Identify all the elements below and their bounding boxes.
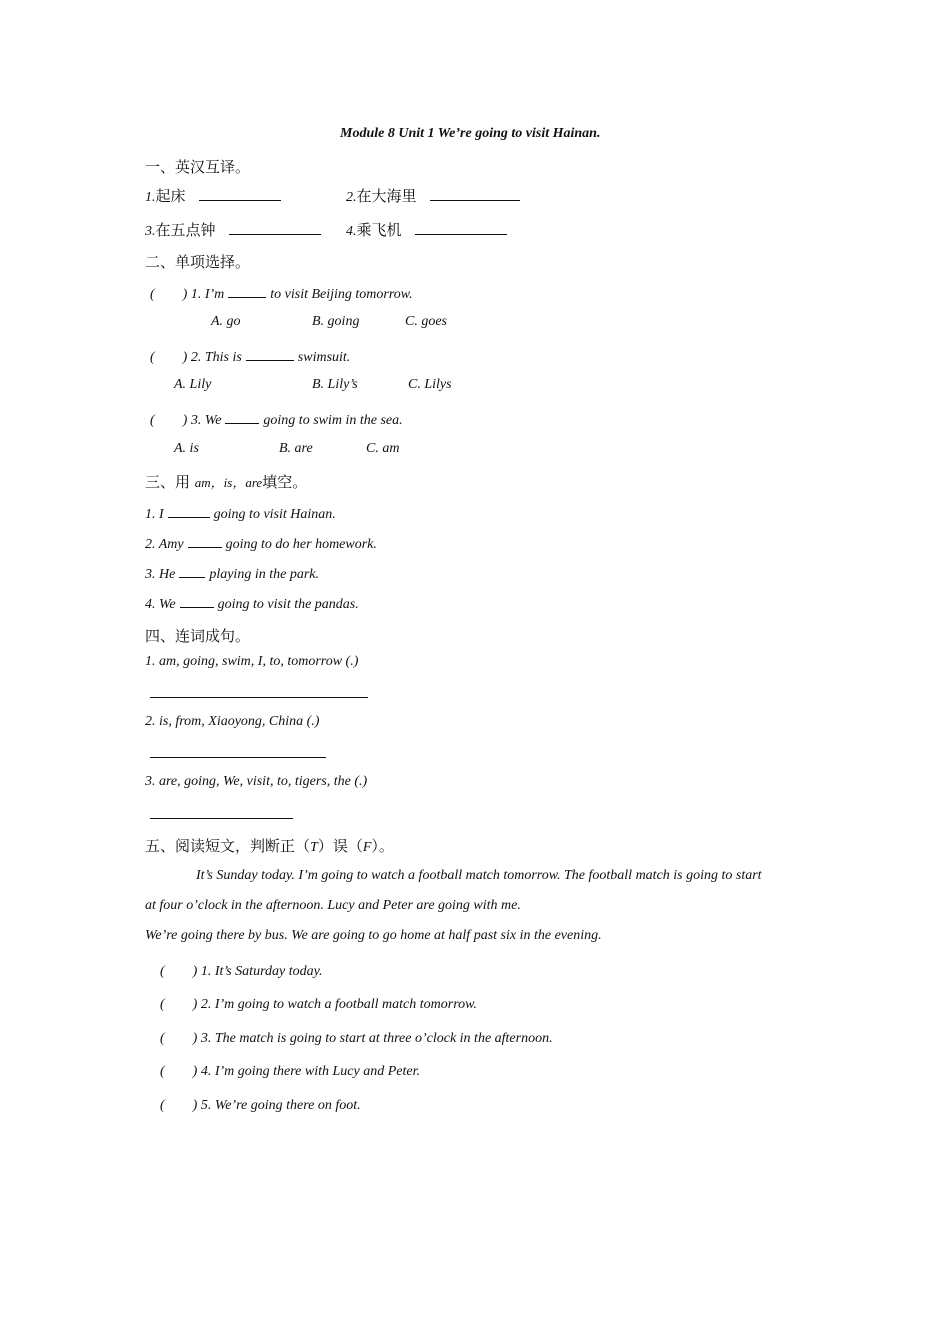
answer-blank[interactable] xyxy=(430,188,520,201)
fill-item-1: 1. I going to visit Hainan. xyxy=(145,507,336,522)
section-2-heading: 二、单项选择。 xyxy=(145,253,251,271)
judge-item-1: ( ) 1. It’s Saturday today. xyxy=(160,964,323,979)
option-a: A. Lily xyxy=(174,377,212,392)
page-title: Module 8 Unit 1 We’re going to visit Hainan. xyxy=(340,126,601,141)
question-text: 3. We xyxy=(190,413,222,428)
passage-line-3: We’re going there by bus. We are going to go home at half past six in the evening. xyxy=(145,928,602,943)
item-number: 2. xyxy=(346,190,357,205)
answer-paren[interactable]: ( ) xyxy=(150,350,188,365)
answer-blank[interactable] xyxy=(225,411,259,424)
translate-item-3 xyxy=(145,219,321,240)
answer-paren[interactable]: ( ) xyxy=(160,964,198,979)
item-number: 1. xyxy=(145,190,156,205)
fill-item-3: 3. He playing in the park. xyxy=(145,567,319,582)
word-order-item-2: 2. is, from, Xiaoyong, China (.) xyxy=(145,714,320,729)
judge-item-3: ( ) 3. The match is going to start at three o’clock in the afternoon. xyxy=(160,1031,553,1046)
option-a: A. go xyxy=(211,314,241,329)
fill-item-2: 2. Amy going to do her homework. xyxy=(145,537,377,552)
section-1-heading: 一、英汉互译。 xyxy=(145,158,251,176)
item-number: 4. xyxy=(346,224,357,239)
judge-item-2: ( ) 2. I’m going to watch a football match tomorrow. xyxy=(160,997,477,1012)
question-text: to visit Beijing tomorrow. xyxy=(270,287,413,302)
question-text: 2. This is xyxy=(190,350,242,365)
answer-blank[interactable] xyxy=(188,535,222,548)
option-c: C. am xyxy=(366,441,400,456)
section-3-heading: 三、用 am，is，are填空。 xyxy=(145,473,308,491)
item-text: 在五点钟 xyxy=(155,221,216,239)
passage-line-1: It’s Sunday today. I’m going to watch a football match tomorrow. The football match is going to start xyxy=(196,868,762,883)
question-text: going to swim in the sea. xyxy=(263,413,403,428)
answer-paren[interactable]: ( ) xyxy=(150,287,188,302)
option-c: C. Lilys xyxy=(408,377,452,392)
answer-blank[interactable] xyxy=(168,505,210,518)
fill-item-4: 4. We going to visit the pandas. xyxy=(145,597,359,612)
judge-item-5: ( ) 5. We’re going there on foot. xyxy=(160,1098,361,1113)
answer-blank[interactable] xyxy=(199,188,281,201)
option-b: B. are xyxy=(279,441,313,456)
answer-blank[interactable] xyxy=(228,285,266,298)
answer-paren[interactable]: ( ) xyxy=(160,1064,198,1079)
item-text: 在大海里 xyxy=(356,187,417,205)
answer-paren[interactable]: ( ) xyxy=(160,1098,198,1113)
option-b: B. Lily’s xyxy=(312,377,358,392)
answer-paren[interactable]: ( ) xyxy=(160,1031,198,1046)
section-4-heading: 四、连词成句。 xyxy=(145,627,251,645)
option-b: B. going xyxy=(312,314,360,329)
answer-blank[interactable] xyxy=(179,565,205,578)
answer-blank[interactable] xyxy=(229,222,321,235)
option-a: A. is xyxy=(174,441,199,456)
word-order-item-1: 1. am, going, swim, I, to, tomorrow (.) xyxy=(145,654,359,669)
judge-item-4: ( ) 4. I’m going there with Lucy and Peter. xyxy=(160,1064,420,1079)
item-text: 乘飞机 xyxy=(356,221,402,239)
option-c: C. goes xyxy=(405,314,447,329)
answer-paren[interactable]: ( ) xyxy=(150,413,188,428)
question-text: 1. I’m xyxy=(190,287,225,302)
choice-question-2 xyxy=(150,346,350,366)
answer-blank[interactable] xyxy=(246,348,294,361)
item-text: 起床 xyxy=(155,187,186,205)
answer-blank[interactable] xyxy=(415,222,507,235)
question-text: swimsuit. xyxy=(297,350,351,365)
choice-question-3 xyxy=(150,409,403,429)
answer-line[interactable] xyxy=(150,818,293,819)
answer-line[interactable] xyxy=(150,697,368,698)
item-number: 3. xyxy=(145,224,156,239)
section-5-heading: 五、阅读短文，判断正（T）误（F）。 xyxy=(145,837,394,855)
answer-line[interactable] xyxy=(150,757,326,758)
translate-item-2 xyxy=(346,185,520,206)
choice-question-1 xyxy=(150,283,413,303)
translate-item-1 xyxy=(145,185,281,206)
answer-blank[interactable] xyxy=(180,595,214,608)
answer-paren[interactable]: ( ) xyxy=(160,997,198,1012)
passage-line-2: at four o’clock in the afternoon. Lucy and Peter are going with me. xyxy=(145,898,521,913)
translate-item-4 xyxy=(346,219,507,240)
word-order-item-3: 3. are, going, We, visit, to, tigers, the (.) xyxy=(145,774,368,789)
